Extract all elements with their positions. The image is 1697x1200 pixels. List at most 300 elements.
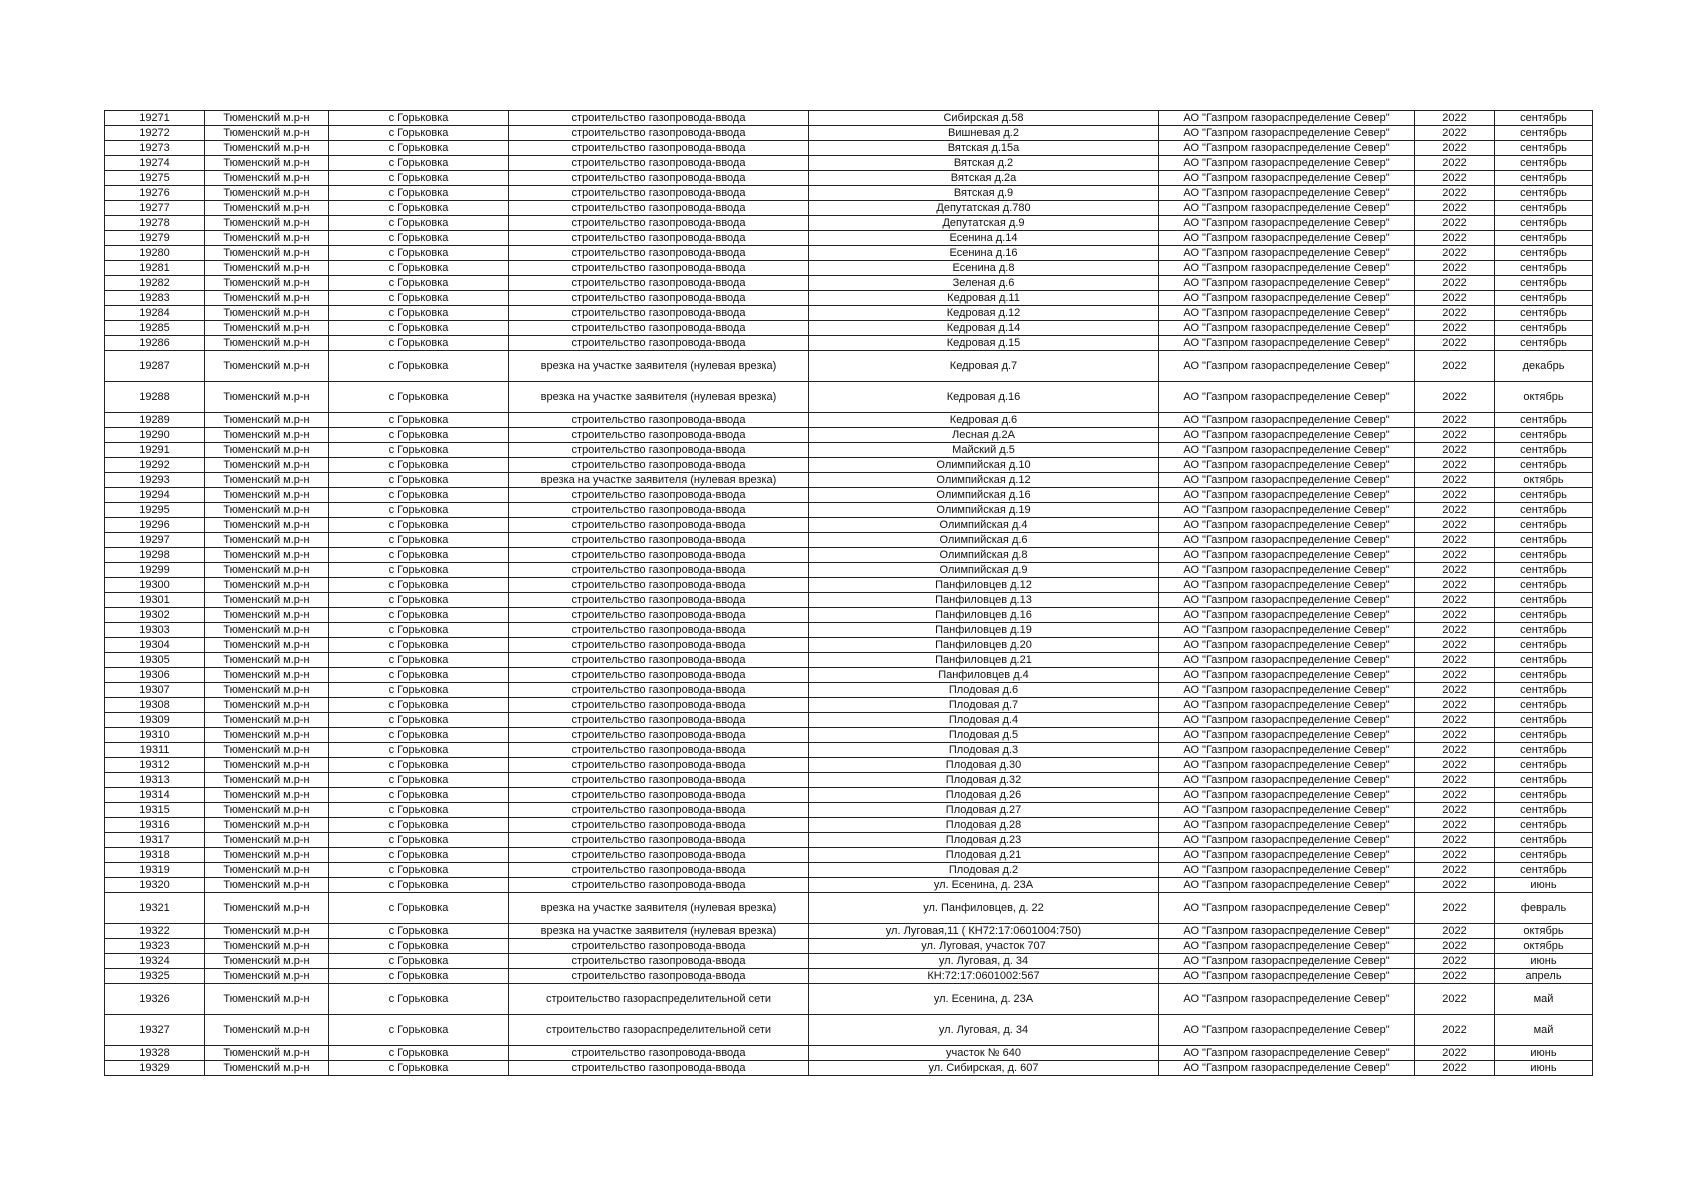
month-cell: сентябрь (1495, 291, 1593, 306)
district-cell: Тюменский м.р-н (205, 728, 329, 743)
organization-cell: АО "Газпром газораспределение Север" (1159, 488, 1415, 503)
work-type-cell: строительство газопровода-ввода (509, 848, 809, 863)
table-row (105, 698, 1593, 713)
month-cell: сентябрь (1495, 653, 1593, 668)
year-cell: 2022 (1415, 171, 1495, 186)
district-cell: Тюменский м.р-н (205, 231, 329, 246)
year-cell: 2022 (1415, 156, 1495, 171)
table-row (105, 1061, 1593, 1076)
locality-cell: с Горьковка (329, 743, 509, 758)
address-cell: Олимпийская д.12 (809, 473, 1159, 488)
table-row (105, 939, 1593, 954)
year-cell: 2022 (1415, 216, 1495, 231)
record-number-cell: 19286 (105, 336, 205, 351)
locality-cell: с Горьковка (329, 246, 509, 261)
record-number-cell: 19285 (105, 321, 205, 336)
work-type-cell: строительство газораспределительной сети (509, 1015, 809, 1046)
organization-cell: АО "Газпром газораспределение Север" (1159, 593, 1415, 608)
record-number-cell: 19292 (105, 458, 205, 473)
address-cell: Панфиловцев д.19 (809, 623, 1159, 638)
district-cell: Тюменский м.р-н (205, 171, 329, 186)
work-type-cell: строительство газопровода-ввода (509, 743, 809, 758)
district-cell: Тюменский м.р-н (205, 893, 329, 924)
table-row (105, 1015, 1593, 1046)
organization-cell: АО "Газпром газораспределение Север" (1159, 954, 1415, 969)
table-row (105, 428, 1593, 443)
record-number-cell: 19275 (105, 171, 205, 186)
locality-cell: с Горьковка (329, 638, 509, 653)
month-cell: сентябрь (1495, 548, 1593, 563)
year-cell: 2022 (1415, 458, 1495, 473)
district-cell: Тюменский м.р-н (205, 713, 329, 728)
address-cell: Зеленая д.6 (809, 276, 1159, 291)
locality-cell: с Горьковка (329, 291, 509, 306)
record-number-cell: 19279 (105, 231, 205, 246)
year-cell: 2022 (1415, 126, 1495, 141)
month-cell: сентябрь (1495, 261, 1593, 276)
district-cell: Тюменский м.р-н (205, 863, 329, 878)
work-type-cell: строительство газопровода-ввода (509, 548, 809, 563)
work-type-cell: строительство газопровода-ввода (509, 503, 809, 518)
address-cell: ул. Луговая, д. 34 (809, 954, 1159, 969)
work-type-cell: строительство газопровода-ввода (509, 833, 809, 848)
table-row (105, 593, 1593, 608)
year-cell: 2022 (1415, 623, 1495, 638)
locality-cell: с Горьковка (329, 818, 509, 833)
locality-cell: с Горьковка (329, 171, 509, 186)
locality-cell: с Горьковка (329, 833, 509, 848)
year-cell: 2022 (1415, 683, 1495, 698)
work-type-cell: врезка на участке заявителя (нулевая врезка) (509, 382, 809, 413)
address-cell: Кедровая д.15 (809, 336, 1159, 351)
month-cell: июнь (1495, 878, 1593, 893)
district-cell: Тюменский м.р-н (205, 593, 329, 608)
year-cell: 2022 (1415, 503, 1495, 518)
work-type-cell: строительство газопровода-ввода (509, 261, 809, 276)
month-cell: сентябрь (1495, 428, 1593, 443)
organization-cell: АО "Газпром газораспределение Север" (1159, 1061, 1415, 1076)
organization-cell: АО "Газпром газораспределение Север" (1159, 578, 1415, 593)
locality-cell: с Горьковка (329, 924, 509, 939)
organization-cell: АО "Газпром газораспределение Север" (1159, 216, 1415, 231)
organization-cell: АО "Газпром газораспределение Север" (1159, 111, 1415, 126)
table-row (105, 563, 1593, 578)
work-type-cell: строительство газопровода-ввода (509, 246, 809, 261)
district-cell: Тюменский м.р-н (205, 924, 329, 939)
table-row (105, 186, 1593, 201)
locality-cell: с Горьковка (329, 503, 509, 518)
work-type-cell: строительство газопровода-ввода (509, 863, 809, 878)
locality-cell: с Горьковка (329, 336, 509, 351)
month-cell: сентябрь (1495, 563, 1593, 578)
address-cell: ул. Луговая, д. 34 (809, 1015, 1159, 1046)
year-cell: 2022 (1415, 984, 1495, 1015)
month-cell: сентябрь (1495, 126, 1593, 141)
locality-cell: с Горьковка (329, 156, 509, 171)
month-cell: сентябрь (1495, 683, 1593, 698)
table-row (105, 126, 1593, 141)
month-cell: сентябрь (1495, 848, 1593, 863)
table-row (105, 758, 1593, 773)
table-row (105, 291, 1593, 306)
record-number-cell: 19284 (105, 306, 205, 321)
locality-cell: с Горьковка (329, 713, 509, 728)
locality-cell: с Горьковка (329, 458, 509, 473)
district-cell: Тюменский м.р-н (205, 623, 329, 638)
month-cell: сентябрь (1495, 488, 1593, 503)
work-type-cell: строительство газопровода-ввода (509, 186, 809, 201)
organization-cell: АО "Газпром газораспределение Север" (1159, 758, 1415, 773)
table-row (105, 458, 1593, 473)
address-cell: Олимпийская д.9 (809, 563, 1159, 578)
district-cell: Тюменский м.р-н (205, 803, 329, 818)
month-cell: сентябрь (1495, 141, 1593, 156)
record-number-cell: 19276 (105, 186, 205, 201)
record-number-cell: 19313 (105, 773, 205, 788)
work-type-cell: строительство газопровода-ввода (509, 683, 809, 698)
address-cell: Депутатская д.780 (809, 201, 1159, 216)
locality-cell: с Горьковка (329, 276, 509, 291)
record-number-cell: 19315 (105, 803, 205, 818)
address-cell: Плодовая д.26 (809, 788, 1159, 803)
organization-cell: АО "Газпром газораспределение Север" (1159, 126, 1415, 141)
record-number-cell: 19321 (105, 893, 205, 924)
month-cell: сентябрь (1495, 758, 1593, 773)
work-type-cell: строительство газопровода-ввода (509, 216, 809, 231)
locality-cell: с Горьковка (329, 803, 509, 818)
locality-cell: с Горьковка (329, 1046, 509, 1061)
address-cell: Плодовая д.21 (809, 848, 1159, 863)
table-row (105, 276, 1593, 291)
year-cell: 2022 (1415, 306, 1495, 321)
work-type-cell: строительство газопровода-ввода (509, 593, 809, 608)
locality-cell: с Горьковка (329, 443, 509, 458)
year-cell: 2022 (1415, 803, 1495, 818)
address-cell: ул. Панфиловцев, д. 22 (809, 893, 1159, 924)
year-cell: 2022 (1415, 518, 1495, 533)
work-type-cell: врезка на участке заявителя (нулевая врезка) (509, 351, 809, 382)
record-number-cell: 19310 (105, 728, 205, 743)
address-cell: Олимпийская д.16 (809, 488, 1159, 503)
year-cell: 2022 (1415, 231, 1495, 246)
year-cell: 2022 (1415, 351, 1495, 382)
month-cell: сентябрь (1495, 833, 1593, 848)
table-body (105, 111, 1593, 1076)
month-cell: сентябрь (1495, 156, 1593, 171)
record-number-cell: 19328 (105, 1046, 205, 1061)
month-cell: февраль (1495, 893, 1593, 924)
year-cell: 2022 (1415, 246, 1495, 261)
work-type-cell: строительство газопровода-ввода (509, 126, 809, 141)
record-number-cell: 19271 (105, 111, 205, 126)
organization-cell: АО "Газпром газораспределение Север" (1159, 413, 1415, 428)
table-row (105, 924, 1593, 939)
organization-cell: АО "Газпром газораспределение Север" (1159, 156, 1415, 171)
month-cell: сентябрь (1495, 788, 1593, 803)
record-number-cell: 19297 (105, 533, 205, 548)
address-cell: ул. Сибирская, д. 607 (809, 1061, 1159, 1076)
organization-cell: АО "Газпром газораспределение Север" (1159, 788, 1415, 803)
record-number-cell: 19317 (105, 833, 205, 848)
year-cell: 2022 (1415, 141, 1495, 156)
month-cell: сентябрь (1495, 773, 1593, 788)
work-type-cell: строительство газопровода-ввода (509, 443, 809, 458)
table-row (105, 713, 1593, 728)
address-cell: Вятская д.9 (809, 186, 1159, 201)
year-cell: 2022 (1415, 653, 1495, 668)
locality-cell: с Горьковка (329, 578, 509, 593)
organization-cell: АО "Газпром газораспределение Север" (1159, 1046, 1415, 1061)
organization-cell: АО "Газпром газораспределение Север" (1159, 336, 1415, 351)
district-cell: Тюменский м.р-н (205, 788, 329, 803)
address-cell: Есенина д.14 (809, 231, 1159, 246)
table-row (105, 141, 1593, 156)
organization-cell: АО "Газпром газораспределение Север" (1159, 443, 1415, 458)
work-type-cell: строительство газопровода-ввода (509, 698, 809, 713)
organization-cell: АО "Газпром газораспределение Север" (1159, 246, 1415, 261)
work-type-cell: строительство газопровода-ввода (509, 939, 809, 954)
work-type-cell: строительство газопровода-ввода (509, 954, 809, 969)
district-cell: Тюменский м.р-н (205, 563, 329, 578)
locality-cell: с Горьковка (329, 848, 509, 863)
address-cell: участок № 640 (809, 1046, 1159, 1061)
work-type-cell: строительство газопровода-ввода (509, 788, 809, 803)
organization-cell: АО "Газпром газораспределение Север" (1159, 186, 1415, 201)
record-number-cell: 19277 (105, 201, 205, 216)
month-cell: сентябрь (1495, 276, 1593, 291)
work-type-cell: строительство газопровода-ввода (509, 638, 809, 653)
record-number-cell: 19281 (105, 261, 205, 276)
work-type-cell: строительство газопровода-ввода (509, 713, 809, 728)
locality-cell: с Горьковка (329, 261, 509, 276)
address-cell: Кедровая д.11 (809, 291, 1159, 306)
table-row (105, 351, 1593, 382)
year-cell: 2022 (1415, 276, 1495, 291)
address-cell: Плодовая д.23 (809, 833, 1159, 848)
district-cell: Тюменский м.р-н (205, 743, 329, 758)
district-cell: Тюменский м.р-н (205, 488, 329, 503)
district-cell: Тюменский м.р-н (205, 548, 329, 563)
year-cell: 2022 (1415, 668, 1495, 683)
address-cell: ул. Есенина, д. 23А (809, 878, 1159, 893)
locality-cell: с Горьковка (329, 788, 509, 803)
year-cell: 2022 (1415, 713, 1495, 728)
year-cell: 2022 (1415, 443, 1495, 458)
locality-cell: с Горьковка (329, 488, 509, 503)
record-number-cell: 19326 (105, 984, 205, 1015)
organization-cell: АО "Газпром газораспределение Север" (1159, 171, 1415, 186)
work-type-cell: врезка на участке заявителя (нулевая врезка) (509, 893, 809, 924)
work-type-cell: строительство газопровода-ввода (509, 668, 809, 683)
year-cell: 2022 (1415, 1046, 1495, 1061)
work-type-cell: строительство газопровода-ввода (509, 291, 809, 306)
district-cell: Тюменский м.р-н (205, 533, 329, 548)
district-cell: Тюменский м.р-н (205, 1015, 329, 1046)
month-cell: декабрь (1495, 351, 1593, 382)
work-type-cell: строительство газопровода-ввода (509, 1061, 809, 1076)
record-number-cell: 19290 (105, 428, 205, 443)
organization-cell: АО "Газпром газораспределение Север" (1159, 608, 1415, 623)
table-row (105, 201, 1593, 216)
table-row (105, 638, 1593, 653)
table-row (105, 954, 1593, 969)
table-row (105, 803, 1593, 818)
organization-cell: АО "Газпром газораспределение Север" (1159, 713, 1415, 728)
organization-cell: АО "Газпром газораспределение Север" (1159, 924, 1415, 939)
address-cell: Олимпийская д.10 (809, 458, 1159, 473)
address-cell: Плодовая д.7 (809, 698, 1159, 713)
work-type-cell: строительство газопровода-ввода (509, 458, 809, 473)
organization-cell: АО "Газпром газораспределение Север" (1159, 863, 1415, 878)
organization-cell: АО "Газпром газораспределение Север" (1159, 878, 1415, 893)
organization-cell: АО "Газпром газораспределение Север" (1159, 668, 1415, 683)
district-cell: Тюменский м.р-н (205, 954, 329, 969)
year-cell: 2022 (1415, 788, 1495, 803)
organization-cell: АО "Газпром газораспределение Север" (1159, 623, 1415, 638)
table-row (105, 216, 1593, 231)
district-cell: Тюменский м.р-н (205, 141, 329, 156)
organization-cell: АО "Газпром газораспределение Север" (1159, 893, 1415, 924)
work-type-cell: строительство газопровода-ввода (509, 336, 809, 351)
address-cell: Вишневая д.2 (809, 126, 1159, 141)
district-cell: Тюменский м.р-н (205, 818, 329, 833)
district-cell: Тюменский м.р-н (205, 201, 329, 216)
work-type-cell: строительство газопровода-ввода (509, 171, 809, 186)
district-cell: Тюменский м.р-н (205, 683, 329, 698)
record-number-cell: 19288 (105, 382, 205, 413)
address-cell: Олимпийская д.6 (809, 533, 1159, 548)
record-number-cell: 19278 (105, 216, 205, 231)
work-type-cell: строительство газопровода-ввода (509, 878, 809, 893)
table-row (105, 773, 1593, 788)
record-number-cell: 19309 (105, 713, 205, 728)
table-row (105, 653, 1593, 668)
address-cell: Панфиловцев д.21 (809, 653, 1159, 668)
locality-cell: с Горьковка (329, 351, 509, 382)
record-number-cell: 19311 (105, 743, 205, 758)
address-cell: Плодовая д.30 (809, 758, 1159, 773)
address-cell: Плодовая д.3 (809, 743, 1159, 758)
address-cell: Кедровая д.14 (809, 321, 1159, 336)
locality-cell: с Горьковка (329, 939, 509, 954)
record-number-cell: 19327 (105, 1015, 205, 1046)
district-cell: Тюменский м.р-н (205, 336, 329, 351)
work-type-cell: строительство газопровода-ввода (509, 728, 809, 743)
organization-cell: АО "Газпром газораспределение Север" (1159, 803, 1415, 818)
district-cell: Тюменский м.р-н (205, 758, 329, 773)
year-cell: 2022 (1415, 261, 1495, 276)
table-row (105, 518, 1593, 533)
locality-cell: с Горьковка (329, 473, 509, 488)
district-cell: Тюменский м.р-н (205, 156, 329, 171)
record-number-cell: 19305 (105, 653, 205, 668)
locality-cell: с Горьковка (329, 518, 509, 533)
record-number-cell: 19287 (105, 351, 205, 382)
locality-cell: с Горьковка (329, 186, 509, 201)
locality-cell: с Горьковка (329, 878, 509, 893)
record-number-cell: 19296 (105, 518, 205, 533)
month-cell: сентябрь (1495, 638, 1593, 653)
organization-cell: АО "Газпром газораспределение Север" (1159, 698, 1415, 713)
district-cell: Тюменский м.р-н (205, 939, 329, 954)
work-type-cell: врезка на участке заявителя (нулевая врезка) (509, 924, 809, 939)
year-cell: 2022 (1415, 111, 1495, 126)
district-cell: Тюменский м.р-н (205, 351, 329, 382)
month-cell: сентябрь (1495, 443, 1593, 458)
year-cell: 2022 (1415, 488, 1495, 503)
locality-cell: с Горьковка (329, 413, 509, 428)
district-cell: Тюменский м.р-н (205, 428, 329, 443)
locality-cell: с Горьковка (329, 698, 509, 713)
year-cell: 2022 (1415, 638, 1495, 653)
organization-cell: АО "Газпром газораспределение Север" (1159, 428, 1415, 443)
locality-cell: с Горьковка (329, 1061, 509, 1076)
table-row (105, 171, 1593, 186)
district-cell: Тюменский м.р-н (205, 443, 329, 458)
organization-cell: АО "Газпром газораспределение Север" (1159, 321, 1415, 336)
address-cell: Олимпийская д.19 (809, 503, 1159, 518)
year-cell: 2022 (1415, 924, 1495, 939)
locality-cell: с Горьковка (329, 893, 509, 924)
table-row (105, 413, 1593, 428)
table-row (105, 623, 1593, 638)
table-row (105, 668, 1593, 683)
table-row (105, 306, 1593, 321)
address-cell: Плодовая д.5 (809, 728, 1159, 743)
month-cell: июнь (1495, 954, 1593, 969)
locality-cell: с Горьковка (329, 306, 509, 321)
locality-cell: с Горьковка (329, 954, 509, 969)
district-cell: Тюменский м.р-н (205, 698, 329, 713)
work-type-cell: строительство газопровода-ввода (509, 321, 809, 336)
record-number-cell: 19280 (105, 246, 205, 261)
locality-cell: с Горьковка (329, 623, 509, 638)
record-number-cell: 19307 (105, 683, 205, 698)
locality-cell: с Горьковка (329, 593, 509, 608)
district-cell: Тюменский м.р-н (205, 306, 329, 321)
month-cell: сентябрь (1495, 216, 1593, 231)
table-row (105, 578, 1593, 593)
address-cell: Кедровая д.12 (809, 306, 1159, 321)
locality-cell: с Горьковка (329, 201, 509, 216)
month-cell: апрель (1495, 969, 1593, 984)
year-cell: 2022 (1415, 758, 1495, 773)
organization-cell: АО "Газпром газораспределение Север" (1159, 306, 1415, 321)
month-cell: сентябрь (1495, 743, 1593, 758)
month-cell: сентябрь (1495, 668, 1593, 683)
month-cell: октябрь (1495, 382, 1593, 413)
locality-cell: с Горьковка (329, 1015, 509, 1046)
table-row (105, 743, 1593, 758)
work-type-cell: строительство газопровода-ввода (509, 231, 809, 246)
district-cell: Тюменский м.р-н (205, 969, 329, 984)
record-number-cell: 19294 (105, 488, 205, 503)
work-type-cell: строительство газопровода-ввода (509, 518, 809, 533)
table-row (105, 818, 1593, 833)
locality-cell: с Горьковка (329, 773, 509, 788)
work-type-cell: строительство газопровода-ввода (509, 306, 809, 321)
work-type-cell: строительство газопровода-ввода (509, 413, 809, 428)
work-type-cell: строительство газопровода-ввода (509, 803, 809, 818)
record-number-cell: 19289 (105, 413, 205, 428)
locality-cell: с Горьковка (329, 608, 509, 623)
address-cell: ул. Есенина, д. 23А (809, 984, 1159, 1015)
locality-cell: с Горьковка (329, 428, 509, 443)
year-cell: 2022 (1415, 382, 1495, 413)
district-cell: Тюменский м.р-н (205, 321, 329, 336)
work-type-cell: строительство газопровода-ввода (509, 141, 809, 156)
district-cell: Тюменский м.р-н (205, 261, 329, 276)
